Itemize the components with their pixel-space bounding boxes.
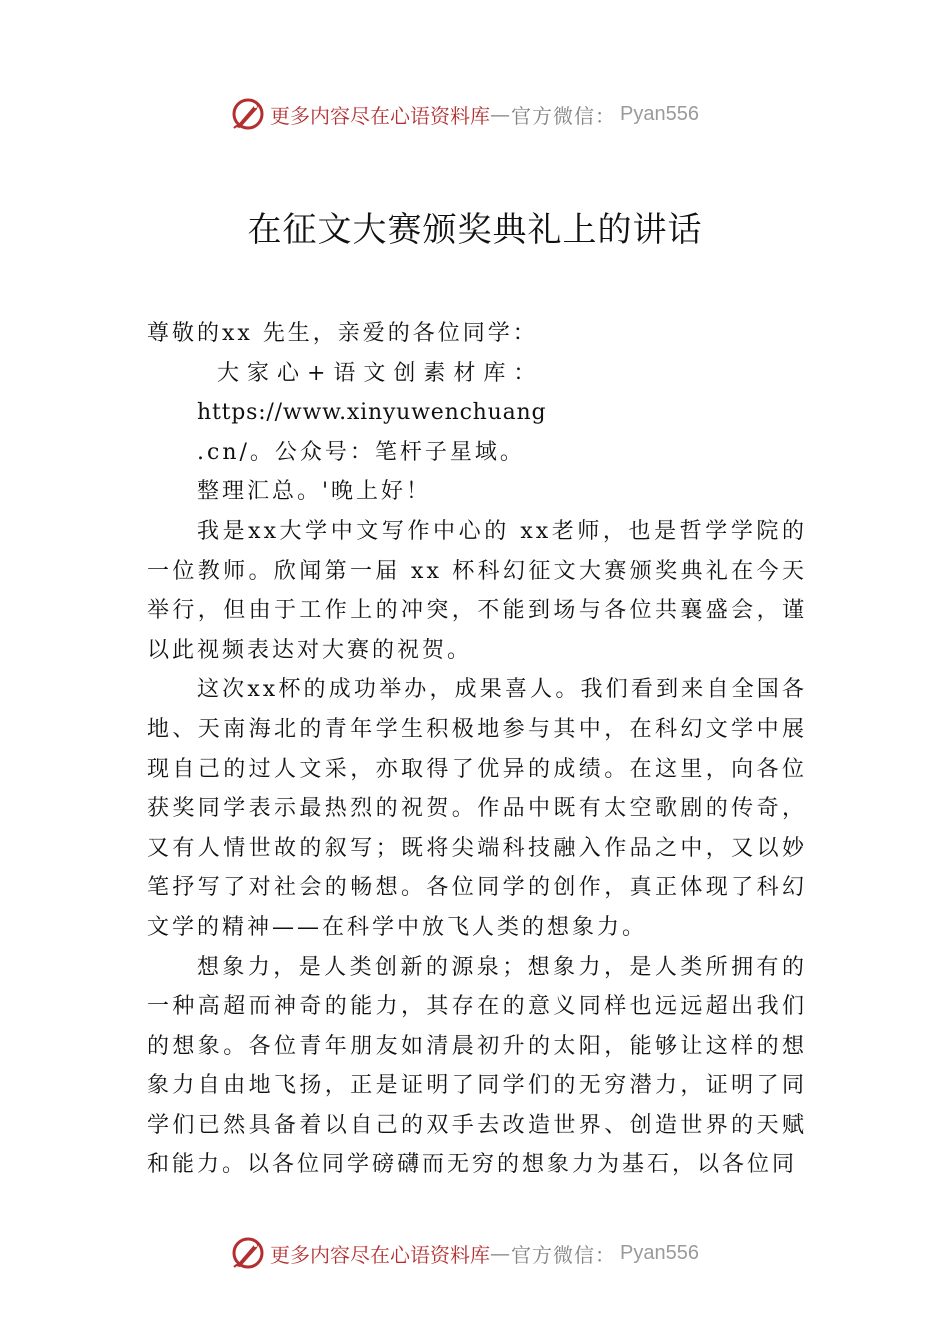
- document-title: 在征文大赛颁奖典礼上的讲话: [247, 210, 703, 250]
- paragraph-3: 想象力，是人类创新的源泉；想象力，是人类所拥有的一种高超而神奇的能力，其存在的意义同样也远远超出我们的想象。各位青年朋友如清晨初升的太阳，能够让这样的想象力自由地飞扬，正是证明了同学们的无穷潜力，证明了同学们已然具备着以自己的双手去改造世界、创造世界的天赋和能力。以各位同学磅礴而无穷的想象力为基石，以各位同: [147, 954, 807, 1178]
- header-wechat-id: Pyan556: [620, 102, 699, 125]
- header-brand-text: 更多内容尽在心语资料库: [270, 103, 490, 128]
- footer-brand-text: 更多内容尽在心语资料库: [270, 1242, 490, 1267]
- greeting-line: 尊敬的xx 先生，亲爱的各位同学：: [147, 321, 538, 346]
- pen-nib-logo-icon: [228, 94, 268, 134]
- paragraph-1: 我是xx大学中文写作中心的 xx老师，也是哲学学院的一位教师。欣闻第一届 xx 杯科幻征文大赛颁奖典礼在今天举行，但由于工作上的冲突，不能到场与各位共襄盛会，谨以此视频表达对大赛的祝贺。: [147, 518, 807, 663]
- pen-nib-logo-icon: [228, 1233, 268, 1273]
- header-banner: [0, 94, 950, 134]
- source-note-line-1: 大家心+语文创素材库：: [217, 360, 544, 386]
- footer-wechat-id: Pyan556: [620, 1241, 699, 1264]
- source-note-line-3: .cn/。公众号：笔杆子星域。: [197, 439, 525, 465]
- footer-wechat-label: 官方微信：: [511, 1242, 616, 1267]
- paragraph-2: 这次xx杯的成功举办，成果喜人。我们看到来自全国各地、天南海北的青年学生积极地参与其中，在科幻文学中展现自己的过人文采，亦取得了优异的成绩。在这里，向各位获奖同学表示最热烈的祝贺。作品中既有太空歌剧的传奇，又有人情世故的叙写；既将尖端科技融入作品之中，又以妙笔抒写了对社会的畅想。各位同学的创作，真正体现了科幻文学的精神——在科学中放飞人类的想象力。: [147, 677, 807, 940]
- footer-banner: [0, 1233, 950, 1273]
- source-note-line-4: 整理汇总。'晚上好！: [197, 479, 432, 505]
- header-wechat-label: 官方微信：: [511, 103, 616, 128]
- footer-separator: —: [490, 1241, 511, 1265]
- document-body: [147, 314, 807, 1185]
- header-separator: —: [490, 102, 511, 126]
- footer-banner-row: [228, 1233, 699, 1273]
- header-banner-row: [228, 94, 699, 134]
- source-note-url: https://www.xinyuwenchuang: [197, 400, 547, 426]
